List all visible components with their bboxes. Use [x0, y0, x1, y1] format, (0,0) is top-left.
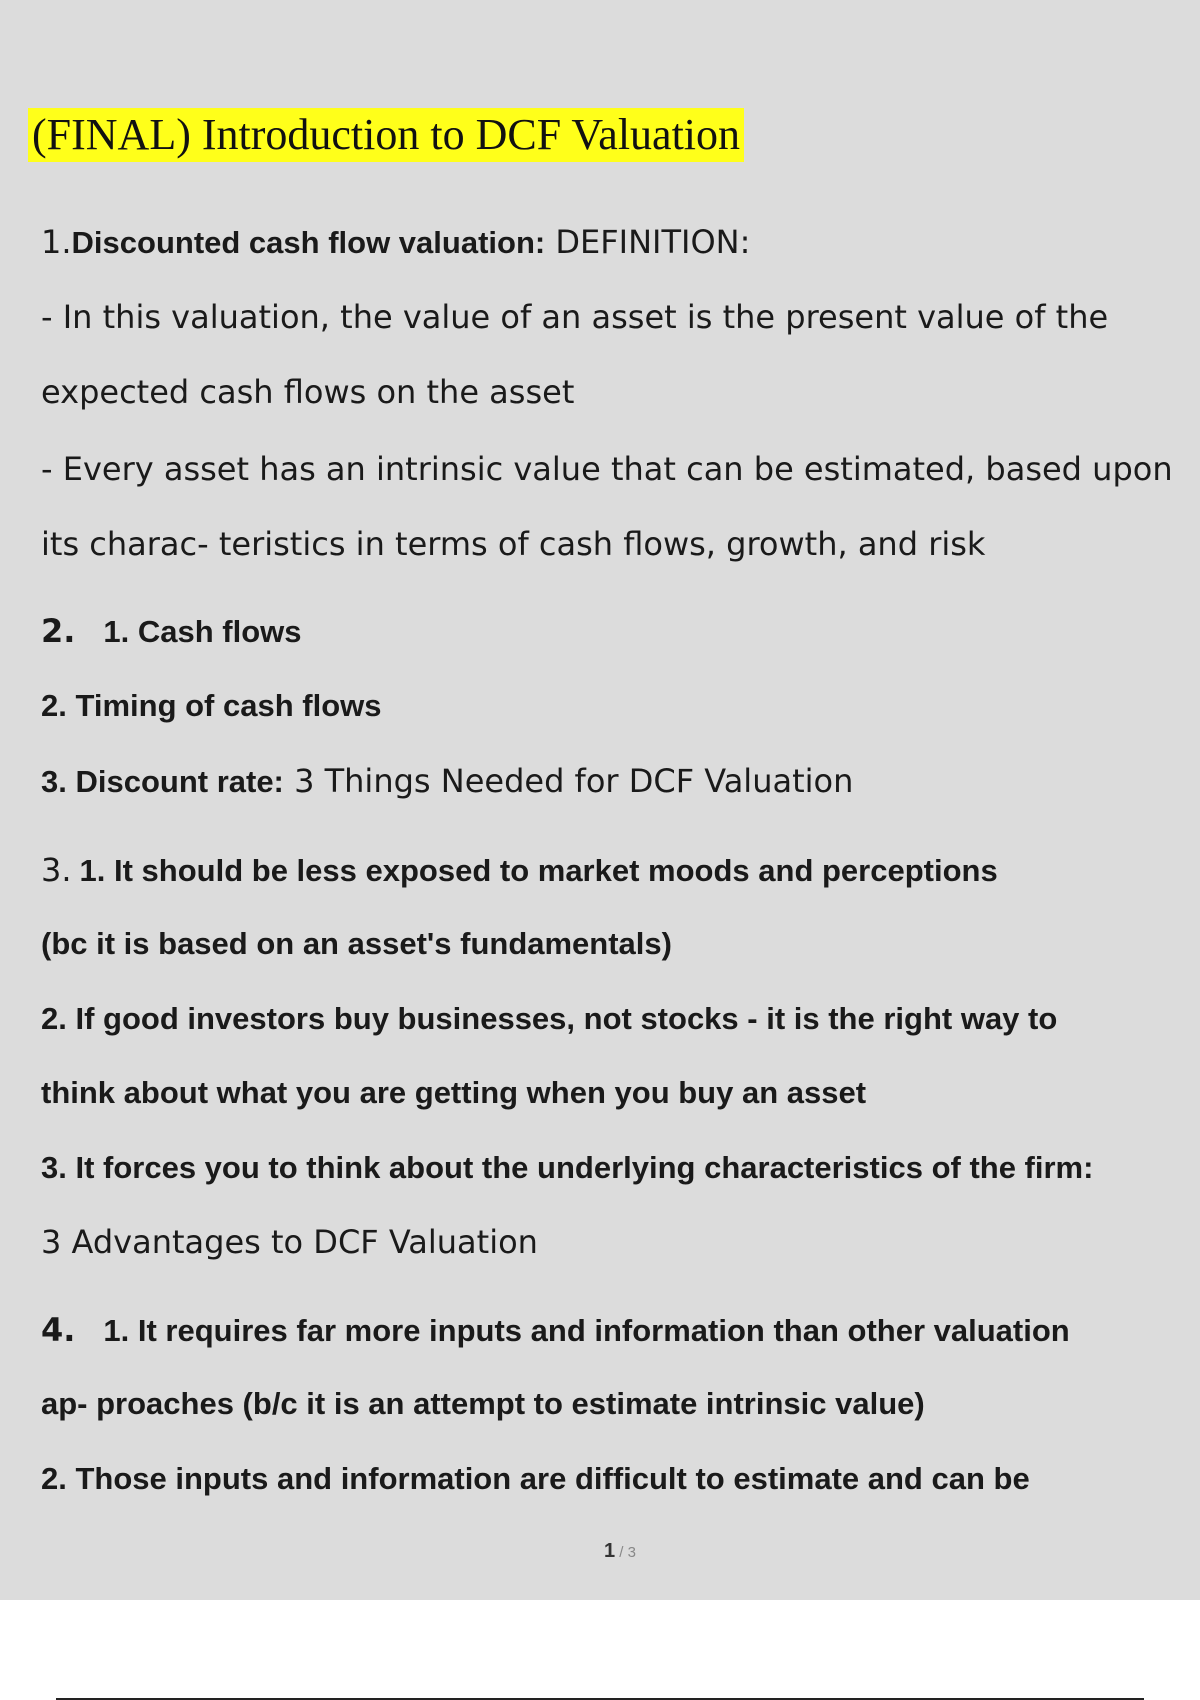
item-number: 1.: [41, 223, 72, 261]
term: 2. Those inputs and information are difficult to estimate and can be: [41, 1461, 1030, 1496]
term-label: DEFINITION:: [545, 223, 751, 261]
term: 1. It requires far more inputs and information than other valuation: [103, 1313, 1070, 1348]
term: 2. If good investors buy businesses, not stocks - it is the right way to: [41, 1001, 1058, 1036]
item-4-heading: [41, 1310, 1070, 1351]
term: 3. It forces you to think about the underlying characteristics of the firm:: [41, 1150, 1094, 1185]
page-total: 3: [627, 1544, 636, 1561]
item-number: 2.: [41, 612, 76, 650]
document-title: (FINAL) Introduction to DCF Valuation: [28, 108, 744, 162]
term: 3. Discount rate:: [41, 764, 284, 799]
item-number: 4.: [41, 1311, 76, 1349]
term: 1. Cash flows: [103, 614, 302, 649]
term-label: 3 Things Needed for DCF Valuation: [283, 762, 854, 800]
item-2-line: [41, 761, 853, 802]
page-indicator: [0, 1540, 1200, 1563]
term: 2. Timing of cash flows: [41, 688, 382, 723]
page-current: 1: [604, 1540, 616, 1562]
definition-line: - In this valuation, the value of an asset is the present value of the: [41, 298, 1109, 336]
definition-line: - Every asset has an intrinsic value that can be estimated, based upon: [41, 450, 1173, 488]
page-separator: /: [615, 1544, 628, 1561]
item-number: 3.: [41, 851, 72, 889]
item-2-heading: [41, 611, 302, 652]
definition-line: expected cash flows on the asset: [41, 373, 575, 411]
definition-line: its charac- teristics in terms of cash flows, growth, and risk: [41, 525, 986, 563]
term: ap- proaches (b/c it is an attempt to estimate intrinsic value): [41, 1386, 925, 1421]
item-3-heading: [41, 850, 998, 891]
item-1-heading: [41, 222, 750, 263]
term: think about what you are getting when you buy an asset: [41, 1075, 867, 1110]
term: (bc it is based on an asset's fundamentals): [41, 926, 672, 961]
term: Discounted cash flow valuation:: [71, 225, 546, 260]
term: 1. It should be less exposed to market moods and perceptions: [79, 853, 998, 888]
term-label: 3 Advantages to DCF Valuation: [41, 1223, 538, 1261]
